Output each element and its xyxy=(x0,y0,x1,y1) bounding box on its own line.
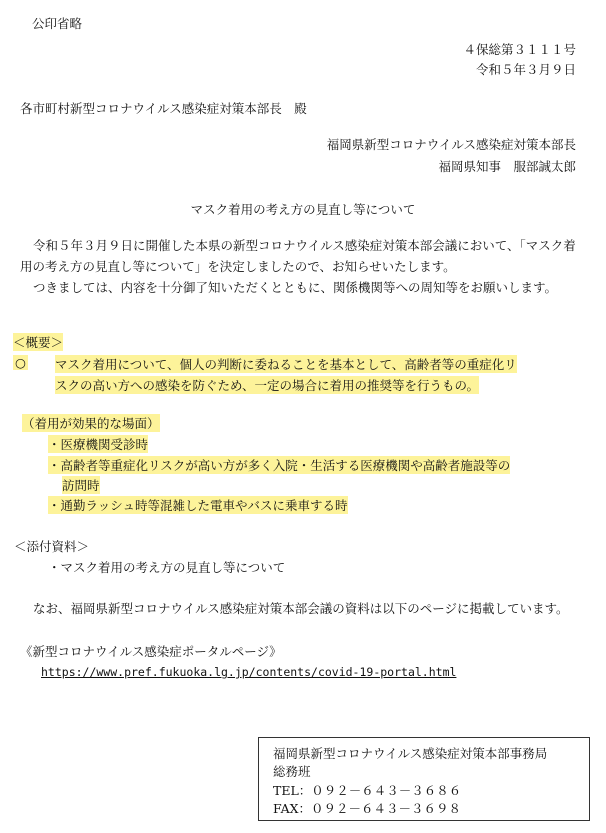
document-number: ４保総第３１１１号 xyxy=(463,42,576,57)
overview-line-2: スクの高い方への感染を防ぐため、一定の場合に着用の推奨等を行うもの。 xyxy=(55,378,480,393)
effective-item: ・通勤ラッシュ時等混雑した電車やバスに乗車する時 xyxy=(48,498,348,513)
attachment-item: ・マスク着用の考え方の見直し等について xyxy=(48,560,286,575)
portal-label: 《新型コロナウイルス感染症ポータルページ》 xyxy=(20,644,282,659)
effective-item: ・医療機関受診時 xyxy=(48,437,149,452)
overview-bullet: ○ xyxy=(15,355,26,370)
note-paragraph: なお、福岡県新型コロナウイルス感染症対策本部会議の資料は以下のページに掲載しています。 xyxy=(33,601,569,616)
document-date: 令和５年３月９日 xyxy=(475,62,576,77)
effective-item: ・高齢者等重症化リスクが高い方が多く入院・生活する医療機関や高齢者施設等の xyxy=(48,458,511,473)
body-paragraph-1: 令和５年３月９日に開催した本県の新型コロナウイルス感染症対策本部会議において、「マスク着用の考え方の見直し等について」を決定しましたので、お知らせいたします。 xyxy=(20,238,576,274)
body-paragraph-2: つきましては、内容を十分御了知いただくとともに、関係機関等への周知等をお願いします。 xyxy=(33,280,558,295)
contact-fax: FAX：０９２－６４３－３６９８ xyxy=(273,801,462,816)
sender-name: 福岡県知事 服部誠太郎 xyxy=(438,159,576,174)
overview-heading: ＜概要＞ xyxy=(13,335,64,350)
portal-url-link[interactable]: https://www.pref.fukuoka.lg.jp/contents/covid-19-portal.html xyxy=(41,665,457,679)
contact-tel: TEL：０９２－６４３－３６８６ xyxy=(273,783,462,798)
effective-heading: （着用が効果的な場面） xyxy=(22,416,160,431)
effective-item-continuation: 訪問時 xyxy=(62,478,100,493)
document-title: マスク着用の考え方の見直し等について xyxy=(190,202,416,217)
contact-team: 総務班 xyxy=(273,764,311,779)
sender-organization: 福岡県新型コロナウイルス感染症対策本部長 xyxy=(326,137,576,152)
contact-box xyxy=(258,737,590,821)
seal-omitted-note: 公印省略 xyxy=(32,16,83,31)
contact-office: 福岡県新型コロナウイルス感染症対策本部事務局 xyxy=(273,746,548,761)
addressee: 各市町村新型コロナウイルス感染症対策本部長 殿 xyxy=(20,101,307,116)
overview-line-1: マスク着用について、個人の判断に委ねることを基本として、高齢者等の重症化リ xyxy=(55,357,517,372)
attachment-heading: ＜添付資料＞ xyxy=(14,539,90,554)
